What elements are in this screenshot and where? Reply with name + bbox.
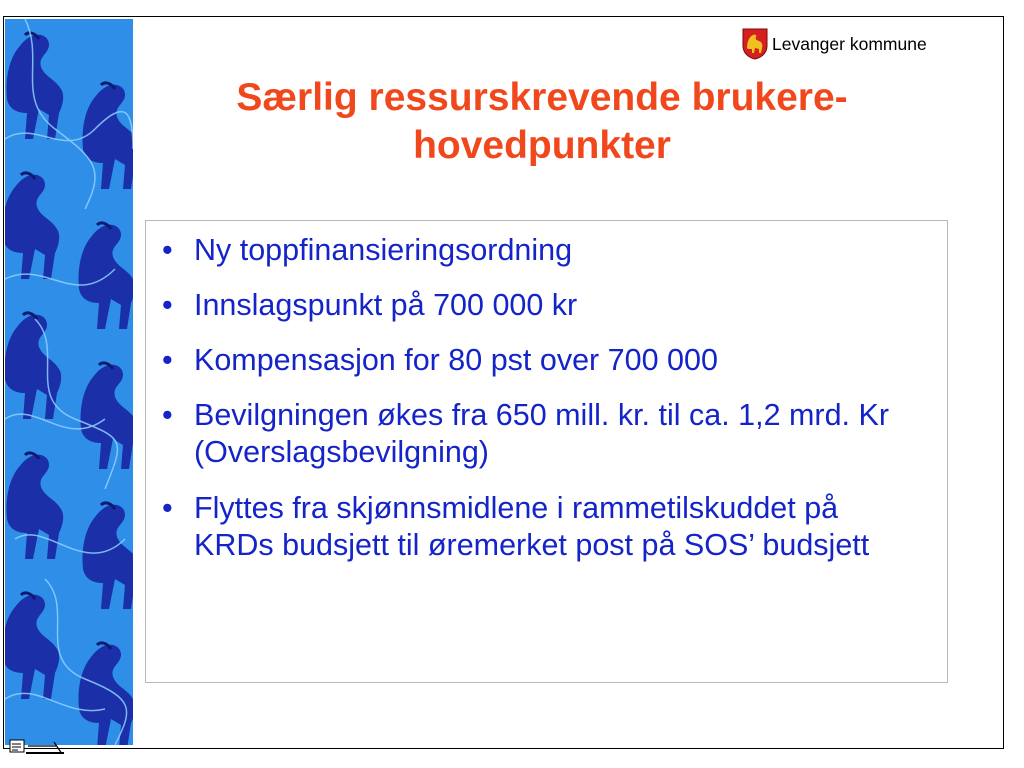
- list-item: [162, 287, 917, 324]
- bullet-text: Innslagspunkt på 700 000 kr: [194, 288, 578, 322]
- slide-notes-control[interactable]: [6, 736, 66, 758]
- bullet-marker: •: [162, 233, 173, 267]
- bullet-text: Flyttes fra skjønnsmidlene i rammetilskuddet på KRDs budsjett til øremerket post på SOS’ budsjett: [194, 491, 870, 562]
- bullet-marker: •: [162, 491, 173, 525]
- list-item: [162, 232, 917, 269]
- list-item: [162, 490, 917, 564]
- bullet-marker: •: [162, 288, 173, 322]
- horse-crest-icon: [742, 28, 768, 60]
- brand-name: Levanger kommune: [772, 33, 927, 54]
- bullet-marker: •: [162, 343, 173, 377]
- note-pencil-icon: [6, 736, 66, 758]
- decorative-side-band: [5, 19, 133, 745]
- bullet-text: Bevilgningen økes fra 650 mill. kr. til ca. 1,2 mrd. Kr (Overslagsbevilgning): [194, 398, 889, 469]
- brand-logo: [742, 26, 927, 62]
- slide-title: [135, 74, 949, 170]
- bullet-box: [145, 220, 948, 683]
- bullet-list: [146, 221, 947, 564]
- bullet-text: Ny toppfinansieringsordning: [194, 233, 573, 267]
- slide-title-line2: hovedpunkter: [413, 124, 671, 167]
- bullet-marker: •: [162, 398, 173, 432]
- slide-title-line1: Særlig ressurskrevende brukere-: [236, 76, 848, 119]
- horse-pattern-icon: [5, 19, 133, 745]
- bullet-text: Kompensasjon for 80 pst over 700 000: [194, 343, 718, 377]
- list-item: [162, 342, 917, 379]
- list-item: [162, 397, 917, 471]
